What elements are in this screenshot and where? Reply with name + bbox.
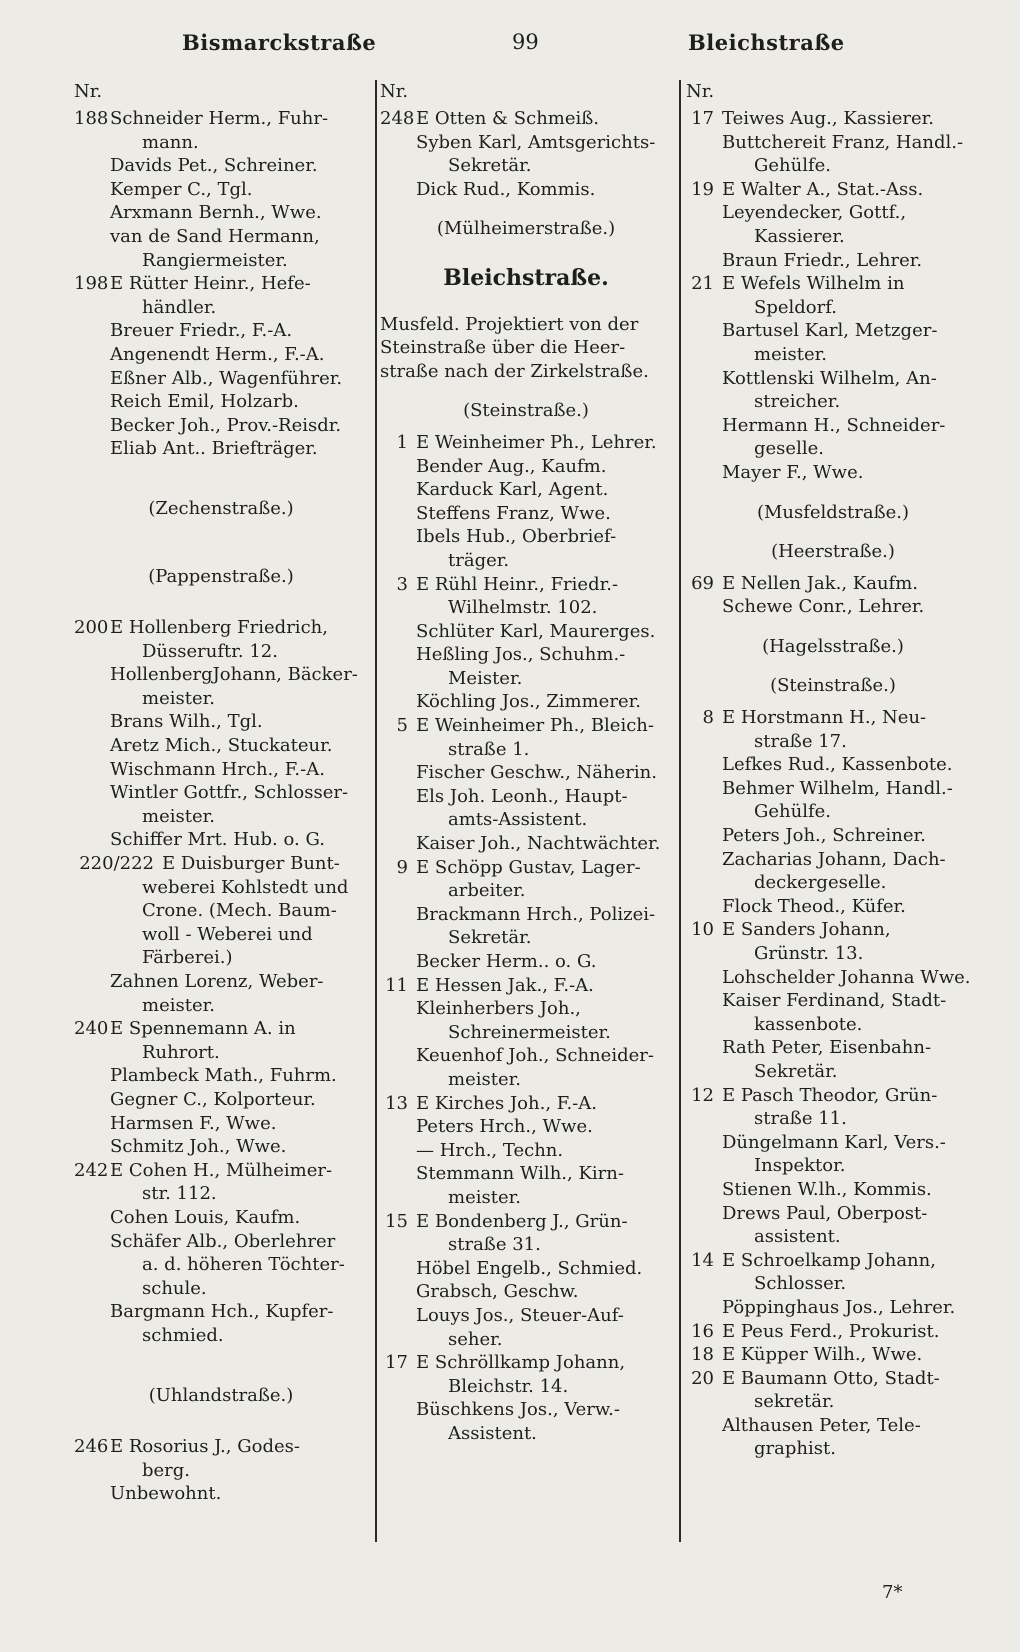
entry-continuation: berg. <box>142 1459 191 1481</box>
resident-line: Breuer Friedr., F.-A. <box>110 320 293 342</box>
resident-line: Schiffer Mrt. Hub. o. G. <box>110 829 325 851</box>
resident-line: Kemper C., Tgl. <box>110 178 253 200</box>
entry-continuation: Bleichstr. 14. <box>448 1375 569 1397</box>
entry-continuation: Sekretär. <box>448 155 532 177</box>
resident-line: Syben Karl, Amtsgerichts- <box>416 131 656 153</box>
entry-text: E Weinheimer Ph., Lehrer. <box>416 431 657 453</box>
column-divider <box>679 80 681 1542</box>
resident-line: Dick Rud., Kommis. <box>416 178 596 200</box>
cross-street: (Heerstraße.) <box>771 541 895 563</box>
directory-entry <box>380 1092 672 1116</box>
entry-continuation: weberei Kohlstedt und <box>142 876 349 898</box>
entry-continuation: Assistent. <box>448 1422 537 1444</box>
resident-line: straße nach der Zirkelstraße. <box>380 360 649 382</box>
house-number: 19 <box>691 178 714 200</box>
directory-entry <box>686 1249 980 1273</box>
cross-street: (Zechenstraße.) <box>148 497 294 519</box>
resident-line: Fischer Geschw., Näherin. <box>416 762 657 784</box>
entry-continuation: meister. <box>448 1186 521 1208</box>
header-left-street: Bismarckstraße <box>182 30 377 55</box>
resident-line: Wischmann Hrch., F.-A. <box>110 758 325 780</box>
directory-entry <box>380 856 672 880</box>
resident-line: Wintler Gottfr., Schlosser- <box>110 782 349 804</box>
entry-text: E Cohen H., Mülheimer- <box>110 1159 333 1181</box>
house-number: 21 <box>691 273 714 295</box>
entry-text: Teiwes Aug., Kassierer. <box>722 108 934 129</box>
house-number: 248 <box>380 108 415 129</box>
directory-entry <box>74 1017 368 1041</box>
resident-line: Braun Friedr., Lehrer. <box>722 249 923 271</box>
house-number: 69 <box>691 572 714 594</box>
entry-text: E Pasch Theodor, Grün- <box>722 1084 938 1106</box>
directory-entry <box>380 107 672 131</box>
resident-line: Flock Theod., Küfer. <box>722 895 906 917</box>
cross-street: (Uhlandstraße.) <box>148 1384 294 1406</box>
directory-entry <box>380 714 672 738</box>
resident-line: Heßling Jos., Schuhm.- <box>416 644 626 666</box>
house-number: 18 <box>691 1344 714 1366</box>
entry-continuation: schule. <box>142 1277 207 1299</box>
directory-entry <box>74 616 368 640</box>
house-number: 20 <box>691 1367 714 1389</box>
resident-line: Arxmann Bernh., Wwe. <box>110 202 322 224</box>
entry-continuation: a. d. höheren Töchter- <box>142 1254 345 1276</box>
entry-text: E Schöpp Gustav, Lager- <box>416 856 641 878</box>
entry-continuation: träger. <box>448 549 510 571</box>
resident-line: Becker Joh., Prov.-Reisdr. <box>110 414 342 436</box>
resident-line: Peters Hrch., Wwe. <box>416 1116 593 1138</box>
resident-line: Aretz Mich., Stuckateur. <box>110 735 333 757</box>
entry-continuation: Speldorf. <box>754 296 837 318</box>
column-divider <box>375 80 377 1542</box>
directory-entry <box>74 1435 368 1459</box>
entry-text: E Spennemann A. in <box>110 1018 296 1040</box>
resident-line: Zacharias Johann, Dach- <box>722 848 946 870</box>
resident-line: Schmitz Joh., Wwe. <box>110 1136 287 1158</box>
entry-continuation: arbeiter. <box>448 880 526 902</box>
resident-line: Kaiser Ferdinand, Stadt- <box>722 990 947 1012</box>
entry-text: E Horstmann H., Neu- <box>722 707 927 729</box>
directory-entry <box>380 974 672 998</box>
house-number: 17 <box>691 108 714 129</box>
entry-continuation: Ruhrort. <box>142 1041 220 1063</box>
entry-continuation: meister. <box>142 994 215 1016</box>
house-number: 200 <box>74 617 109 639</box>
cross-street: (Pappenstraße.) <box>148 565 294 587</box>
entry-continuation: sekretär. <box>754 1391 835 1413</box>
house-number: 13 <box>385 1092 408 1114</box>
resident-line: Pöppinghaus Jos., Lehrer. <box>722 1296 956 1318</box>
resident-line: Hermann H., Schneider- <box>722 414 946 436</box>
resident-line: Büschkens Jos., Verw.- <box>416 1399 620 1421</box>
house-number: 16 <box>691 1320 714 1342</box>
entry-continuation: Gehülfe. <box>754 801 832 823</box>
entry-continuation: Meister. <box>448 667 523 689</box>
directory-entry <box>686 1084 980 1108</box>
spacer <box>74 1415 368 1435</box>
entry-text: E Otten & Schmeiß. <box>416 108 600 129</box>
column-2 <box>380 80 672 1445</box>
entry-text: E Baumann Otto, Stadt- <box>722 1367 940 1389</box>
house-number: 9 <box>396 856 408 878</box>
entry-continuation: str. 112. <box>142 1183 217 1205</box>
house-number: 1 <box>396 431 408 453</box>
resident-line: Schlüter Karl, Maurerges. <box>416 620 656 642</box>
entry-continuation: meister. <box>448 1068 521 1090</box>
spacer <box>74 529 368 549</box>
resident-line: Steffens Franz, Wwe. <box>416 502 611 524</box>
entry-text: E Peus Ferd., Prokurist. <box>722 1320 940 1342</box>
resident-line: Schäfer Alb., Oberlehrer <box>110 1230 336 1252</box>
entry-continuation: woll - Weberei und <box>142 923 313 945</box>
entry-continuation: graphist. <box>754 1438 836 1460</box>
entry-text: E Kirches Joh., F.-A. <box>416 1092 597 1114</box>
entry-continuation: assistent. <box>754 1226 841 1248</box>
spacer <box>74 461 368 481</box>
resident-line: Kottlenski Wilhelm, An- <box>722 367 937 389</box>
resident-line: Buttchereit Franz, Handl.- <box>722 131 964 153</box>
resident-line: Althausen Peter, Tele- <box>722 1414 921 1436</box>
cross-street: (Mülheimerstraße.) <box>436 218 616 240</box>
entry-continuation: deckergeselle. <box>754 872 887 894</box>
directory-entry <box>686 1320 980 1344</box>
resident-line: Stienen W.lh., Kommis. <box>722 1178 932 1200</box>
directory-entry <box>686 1367 980 1391</box>
resident-line: Eßner Alb., Wagenführer. <box>110 367 343 389</box>
directory-entry <box>74 1159 368 1183</box>
entry-text: E Nellen Jak., Kaufm. <box>722 572 918 594</box>
resident-line: Ibels Hub., Oberbrief- <box>416 526 617 548</box>
resident-line: Kleinherbers Joh., <box>416 998 581 1020</box>
resident-line: Musfeld. Projektiert von der <box>380 313 639 335</box>
entry-continuation: Sekretär. <box>754 1060 838 1082</box>
resident-line: Bargmann Hch., Kupfer- <box>110 1301 334 1323</box>
resident-line: Bartusel Karl, Metzger- <box>722 320 938 342</box>
resident-line: Brans Wilh., Tgl. <box>110 711 263 733</box>
entry-text: Schneider Herm., Fuhr- <box>110 108 329 129</box>
directory-entry <box>74 272 368 296</box>
entry-continuation: seher. <box>448 1328 503 1350</box>
resident-line: HollenbergJohann, Bäcker- <box>110 664 358 686</box>
house-number: 246 <box>74 1436 109 1458</box>
resident-line: Höbel Engelb., Schmied. <box>416 1257 643 1279</box>
house-number: 8 <box>702 707 714 729</box>
page-header <box>0 30 1020 64</box>
entry-continuation: kassenbote. <box>754 1013 863 1035</box>
house-number: 15 <box>385 1210 408 1232</box>
resident-line: Kaiser Joh., Nachtwächter. <box>416 833 661 855</box>
entry-text: E Schroelkamp Johann, <box>722 1249 936 1271</box>
entry-continuation: Rangiermeister. <box>142 249 288 271</box>
column-3 <box>686 80 980 1461</box>
resident-line: Schewe Conr., Lehrer. <box>722 596 925 618</box>
entry-text: E Weinheimer Ph., Bleich- <box>416 715 654 737</box>
entry-text: E Rosorius J., Godes- <box>110 1436 300 1458</box>
house-number: 220/222 <box>79 853 154 875</box>
resident-line: Düngelmann Karl, Vers.- <box>722 1131 946 1153</box>
house-number: 242 <box>74 1159 109 1181</box>
resident-line: Leyendecker, Gottf., <box>722 202 907 224</box>
resident-line: Zahnen Lorenz, Weber- <box>110 971 324 992</box>
entry-text: E Bondenberg J., Grün- <box>416 1210 628 1232</box>
resident-line: Becker Herm.. o. G. <box>416 951 597 972</box>
entry-continuation: meister. <box>142 687 215 709</box>
directory-entry <box>686 1343 980 1367</box>
resident-line: Behmer Wilhelm, Handl.- <box>722 777 953 799</box>
cross-street: (Steinstraße.) <box>770 675 896 697</box>
resident-line: Louys Jos., Steuer-Auf- <box>416 1304 624 1326</box>
directory-entry <box>686 107 980 131</box>
resident-line: Stemmann Wilh., Kirn- <box>416 1163 624 1185</box>
resident-line: Lohschelder Johanna Wwe. <box>722 966 971 988</box>
entry-continuation: Crone. (Mech. Baum- <box>142 900 337 922</box>
number-column-heading: Nr. <box>74 81 103 102</box>
resident-line: Plambeck Math., Fuhrm. <box>110 1065 337 1087</box>
resident-line: Köchling Jos., Zimmerer. <box>416 691 641 713</box>
column-1 <box>74 80 368 1506</box>
house-number: 11 <box>385 974 408 996</box>
cross-street: (Musfeldstraße.) <box>756 501 910 523</box>
entry-continuation: Schlosser. <box>754 1273 847 1295</box>
directory-entry <box>380 431 672 455</box>
signature-mark: 7* <box>882 1582 903 1603</box>
entry-continuation: händler. <box>142 296 217 318</box>
directory-entry <box>380 573 672 597</box>
entry-continuation: streicher. <box>754 391 841 413</box>
resident-line: Peters Joh., Schreiner. <box>722 825 926 847</box>
resident-line: Unbewohnt. <box>110 1483 222 1505</box>
resident-line: Brackmann Hrch., Polizei- <box>416 903 656 925</box>
house-number: 14 <box>691 1249 714 1271</box>
entry-text: E Schröllkamp Johann, <box>416 1352 626 1374</box>
house-number: 188 <box>74 108 109 129</box>
entry-text: E Wefels Wilhelm in <box>722 273 905 295</box>
house-number: 5 <box>396 715 408 737</box>
entry-continuation: meister. <box>142 805 215 827</box>
resident-line: Bender Aug., Kaufm. <box>416 455 607 477</box>
resident-line: Angenendt Herm., F.-A. <box>110 343 325 365</box>
resident-line: Cohen Louis, Kaufm. <box>110 1206 301 1228</box>
house-number: 240 <box>74 1018 109 1040</box>
resident-line: Els Joh. Leonh., Haupt- <box>416 785 628 807</box>
entry-text: E Sanders Johann, <box>722 919 891 941</box>
entry-continuation: meister. <box>754 343 827 365</box>
cross-street: (Steinstraße.) <box>463 400 589 422</box>
entry-continuation: straße 31. <box>448 1234 541 1256</box>
entry-continuation: straße 17. <box>754 730 847 752</box>
resident-line: Harmsen F., Wwe. <box>110 1112 277 1134</box>
house-number: 10 <box>691 919 714 941</box>
resident-line: van de Sand Hermann, <box>110 225 320 247</box>
entry-text: E Küpper Wilh., Wwe. <box>722 1344 923 1366</box>
entry-continuation: amts-Assistent. <box>448 809 588 831</box>
entry-continuation: Sekretär. <box>448 927 532 949</box>
entry-text: E Hollenberg Friedrich, <box>110 617 328 639</box>
entry-continuation: Schreinermeister. <box>448 1021 611 1043</box>
resident-line: Mayer F., Wwe. <box>722 461 864 483</box>
street-heading: Bleichstraße. <box>443 264 609 291</box>
house-number: 3 <box>396 573 408 595</box>
house-number: 12 <box>691 1084 714 1106</box>
entry-text: E Rütter Heinr., Hefe- <box>110 273 311 295</box>
directory-entry <box>686 178 980 202</box>
house-number: 198 <box>74 273 109 295</box>
entry-continuation: Grünstr. 13. <box>754 943 864 964</box>
entry-continuation: Düsseruftr. 12. <box>142 640 278 662</box>
resident-line: Gegner C., Kolporteur. <box>110 1088 316 1110</box>
entry-text: E Rühl Heinr., Friedr.- <box>416 573 619 595</box>
directory-entry <box>74 107 368 131</box>
entry-continuation: schmied. <box>142 1324 224 1346</box>
resident-line: Keuenhof Joh., Schneider- <box>416 1045 654 1067</box>
resident-line: Grabsch, Geschw. <box>416 1281 579 1303</box>
directory-entry <box>686 572 980 596</box>
spacer <box>74 596 368 616</box>
resident-line: Lefkes Rud., Kassenbote. <box>722 754 953 776</box>
spacer <box>74 1348 368 1368</box>
resident-line: Drews Paul, Oberpost- <box>722 1202 928 1224</box>
directory-entry <box>380 1210 672 1234</box>
directory-entry <box>686 918 980 942</box>
entry-continuation: geselle. <box>754 438 824 460</box>
resident-line: Steinstraße über die Heer- <box>380 337 626 359</box>
header-right-street: Bleichstraße <box>688 30 845 55</box>
entry-continuation: Färberei.) <box>142 947 233 969</box>
directory-entry <box>74 852 368 876</box>
resident-line: Rath Peter, Eisenbahn- <box>722 1037 932 1059</box>
entry-continuation: Kassierer. <box>754 225 845 247</box>
entry-continuation: Wilhelmstr. 102. <box>448 597 598 619</box>
entry-continuation: Inspektor. <box>754 1155 846 1177</box>
page-number: 99 <box>512 30 539 54</box>
cross-street: (Hagelsstraße.) <box>762 635 904 657</box>
resident-line: Eliab Ant.. Briefträger. <box>110 438 318 460</box>
entry-text: E Walter A., Stat.-Ass. <box>722 178 924 200</box>
entry-text: E Duisburger Bunt- <box>162 853 340 875</box>
resident-line: Reich Emil, Holzarb. <box>110 391 299 413</box>
entry-continuation: mann. <box>142 131 199 153</box>
entry-continuation: straße 1. <box>448 738 530 760</box>
number-column-heading: Nr. <box>686 81 715 102</box>
directory-entry <box>380 1351 672 1375</box>
resident-line: Davids Pet., Schreiner. <box>110 155 318 177</box>
resident-line: Karduck Karl, Agent. <box>416 479 609 501</box>
entry-text: E Hessen Jak., F.-A. <box>416 974 594 996</box>
entry-continuation: straße 11. <box>754 1108 847 1130</box>
resident-line: — Hrch., Techn. <box>416 1139 564 1161</box>
directory-entry <box>686 706 980 730</box>
number-column-heading: Nr. <box>380 81 409 102</box>
entry-continuation: Gehülfe. <box>754 155 832 177</box>
directory-entry <box>686 272 980 296</box>
house-number: 17 <box>385 1352 408 1374</box>
